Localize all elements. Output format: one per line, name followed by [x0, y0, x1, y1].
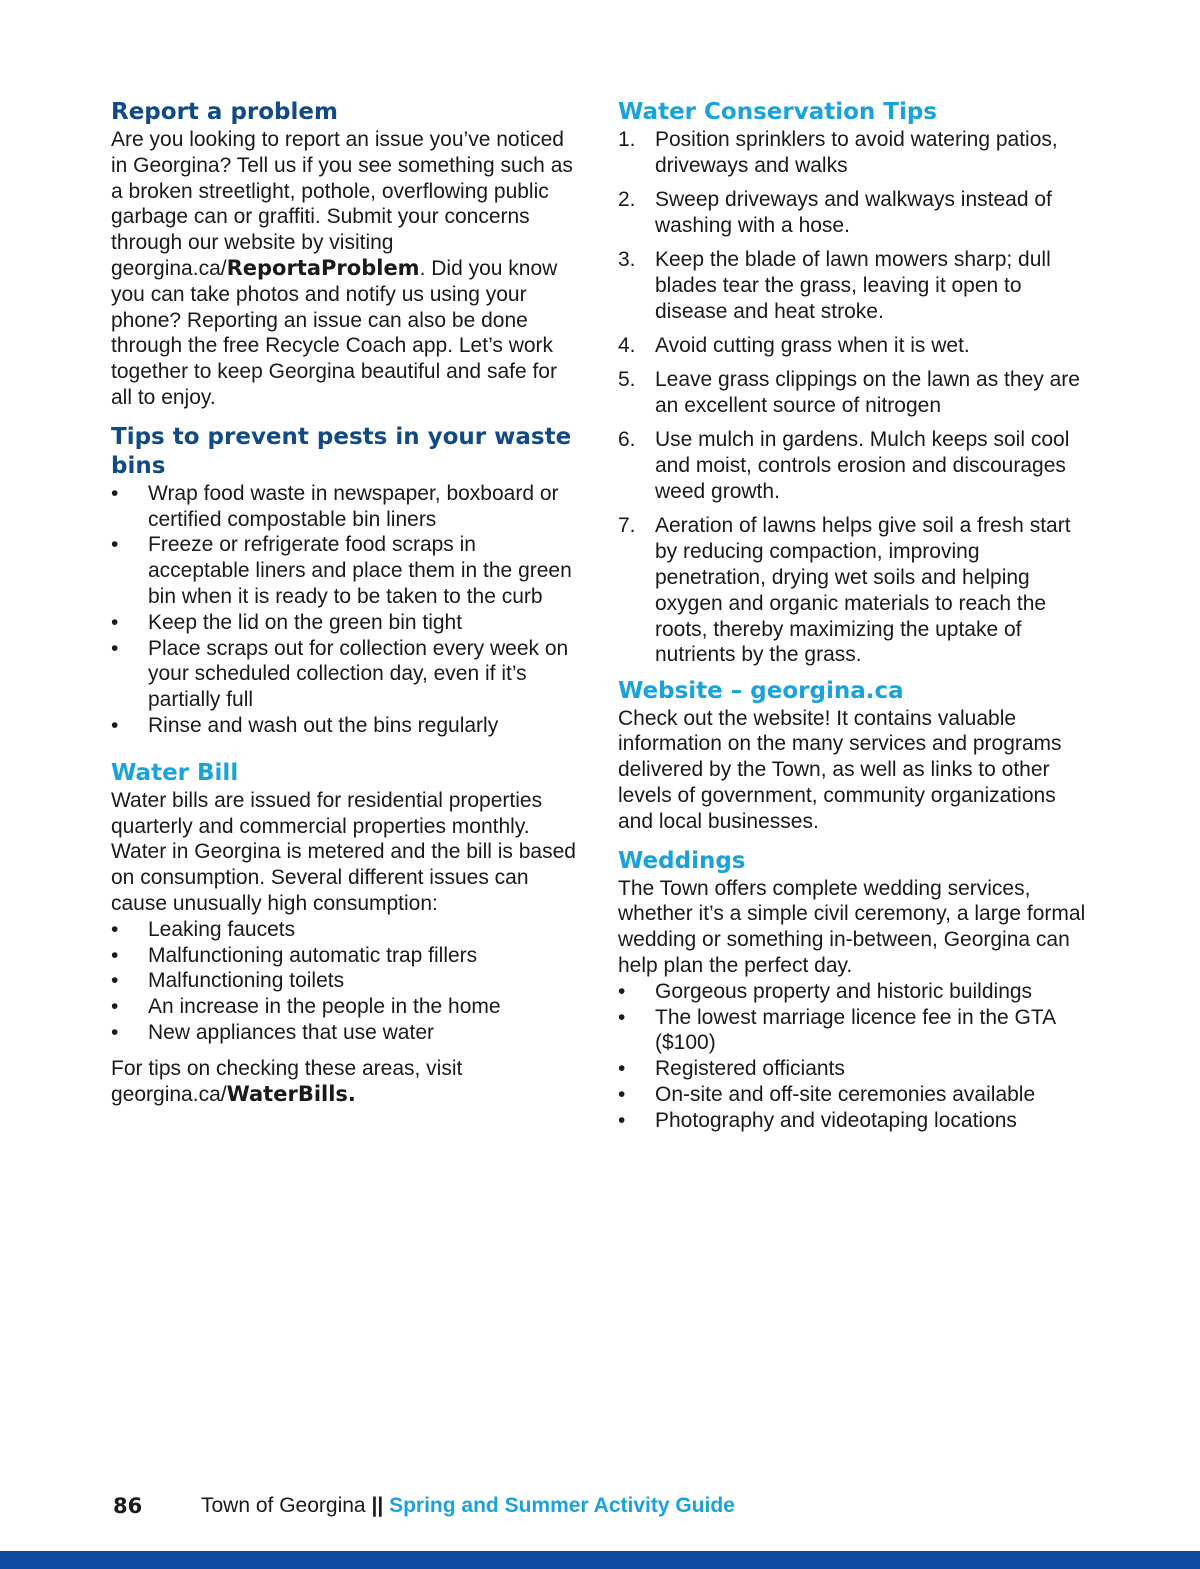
list-item: 2. Sweep driveways and walkways instead of washing with a hose.: [618, 188, 1052, 237]
right-column: [618, 98, 1088, 1134]
report-problem-section: [111, 98, 581, 411]
list-item: 4. Avoid cutting grass when it is wet.: [618, 334, 970, 358]
list-item: • On-site and off-site ceremonies available: [618, 1083, 1036, 1106]
list-item: 5. Leave grass clippings on the lawn as they are an excellent source of nitrogen: [618, 368, 1080, 418]
list-item: • Registered officiants: [618, 1057, 845, 1081]
bullet-icon: •: [111, 917, 119, 941]
item-number: 2.: [618, 188, 636, 212]
bullet-icon: •: [111, 533, 119, 557]
pests-heading: Tips to prevent pests in your waste bins: [111, 423, 572, 479]
bullet-icon: •: [618, 1005, 626, 1029]
left-column: [111, 98, 581, 1107]
page-number: 86: [113, 1494, 143, 1518]
list-item: • Wrap food waste in newspaper, boxboard or certified compostable bin liners: [111, 481, 559, 531]
footer-title: Town of Georgina || Spring and Summer Activity Guide: [201, 1494, 735, 1517]
bullet-icon: •: [618, 1083, 626, 1106]
weddings-section: [618, 847, 1088, 1134]
bullet-icon: •: [111, 943, 119, 967]
list-item: • Leaking faucets: [111, 917, 296, 941]
guide-title: Spring and Summer Activity Guide: [389, 1494, 735, 1517]
list-item: 7. Aeration of lawns helps give soil a fresh start by reducing compaction, improving penetration, drying wet soils and helping oxygen and organic materials to reach the roots, thereby maximizing the uptake of nutrients by the grass.: [618, 514, 1071, 667]
list-item: • Photography and videotaping locations: [618, 1108, 1017, 1132]
water-bills-link[interactable]: WaterBills.: [226, 1081, 356, 1106]
list-item: • Place scraps out for collection every week on your scheduled collection day, even if it’s partially full: [111, 636, 569, 712]
report-problem-link[interactable]: ReportaProblem: [226, 255, 420, 280]
bullet-icon: •: [111, 481, 119, 505]
website-text: Check out the website! It contains valuable information on the many services and programs delivered by the Town, as well as links to other levels of government, community organizations and local businesses.: [618, 706, 1062, 833]
item-number: 7.: [618, 514, 636, 538]
list-item: 3. Keep the blade of lawn mowers sharp; dull blades tear the grass, leaving it open to disease and heat stroke.: [618, 248, 1051, 323]
list-item: 1. Position sprinklers to avoid watering patios, driveways and walks: [618, 128, 1058, 177]
list-item: 6. Use mulch in gardens. Mulch keeps soil cool and moist, controls erosion and discourages weed growth.: [618, 428, 1070, 504]
weddings-heading: Weddings: [618, 847, 746, 874]
bullet-icon: •: [111, 969, 119, 993]
bullet-icon: •: [111, 610, 119, 634]
item-number: 5.: [618, 368, 636, 392]
pests-section: [111, 423, 581, 739]
weddings-intro: The Town offers complete wedding services, whether it’s a simple civil ceremony, a large formal wedding or something in-between, Georgina can help plan the perfect day.: [618, 876, 1086, 978]
website-section: [618, 677, 1088, 835]
bottom-color-bar: [0, 1551, 1200, 1569]
bullet-icon: •: [111, 636, 119, 660]
water-bill-heading: Water Bill: [111, 759, 239, 786]
list-item: • Keep the lid on the green bin tight: [111, 610, 463, 634]
bullet-icon: •: [618, 1057, 626, 1081]
item-number: 6.: [618, 428, 636, 452]
bullet-icon: •: [618, 1108, 626, 1132]
item-number: 1.: [618, 128, 636, 151]
report-problem-heading: Report a problem: [111, 99, 338, 125]
website-heading: Website – georgina.ca: [618, 677, 904, 704]
list-item: • Malfunctioning automatic trap fillers: [111, 943, 478, 967]
water-bill-list: [111, 917, 581, 1046]
water-bill-section: [111, 759, 581, 1108]
item-number: 4.: [618, 334, 636, 358]
water-bill-outro: For tips on checking these areas, visit georgina.ca/WaterBills.: [111, 1056, 463, 1106]
list-item: • New appliances that use water: [111, 1020, 434, 1044]
conservation-heading: Water Conservation Tips: [618, 99, 938, 125]
list-item: • Malfunctioning toilets: [111, 969, 345, 993]
list-item: • Freeze or refrigerate food scraps in acceptable liners and place them in the green bin when it is ready to be taken to the curb: [111, 533, 572, 608]
bullet-icon: •: [111, 995, 119, 1019]
list-item: • An increase in the people in the home: [111, 995, 501, 1019]
list-item: • Rinse and wash out the bins regularly: [111, 713, 499, 737]
footer-separator: ||: [371, 1494, 384, 1517]
report-problem-text: Are you looking to report an issue you’ve noticed in Georgina? Tell us if you see something such as a broken streetlight, pothole, overflowing public garbage can or graffiti. Submit your concerns through our website by visiting georgina.ca/ReportaProblem. Did you know you can take photos and notify us using your phone? Reporting an issue can also be done through the free Recycle Coach app. Let’s work together to keep Georgina beautiful and safe for all to enjoy.: [111, 128, 573, 409]
bullet-icon: •: [618, 979, 626, 1003]
conservation-list: [618, 127, 1088, 668]
list-item: • Gorgeous property and historic buildings: [618, 979, 1033, 1003]
weddings-list: [618, 979, 1088, 1134]
list-item: • The lowest marriage licence fee in the GTA ($100): [618, 1005, 1055, 1055]
conservation-section: [618, 98, 1088, 668]
bullet-icon: •: [111, 713, 119, 737]
water-bill-intro: Water bills are issued for residential properties quarterly and commercial properties monthly. Water in Georgina is metered and the bill is based on consumption. Several different issues can cause unusually high consumption:: [111, 788, 576, 915]
pests-list: [111, 481, 581, 739]
item-number: 3.: [618, 248, 636, 272]
page-footer: [113, 1492, 735, 1521]
bullet-icon: •: [111, 1020, 119, 1044]
